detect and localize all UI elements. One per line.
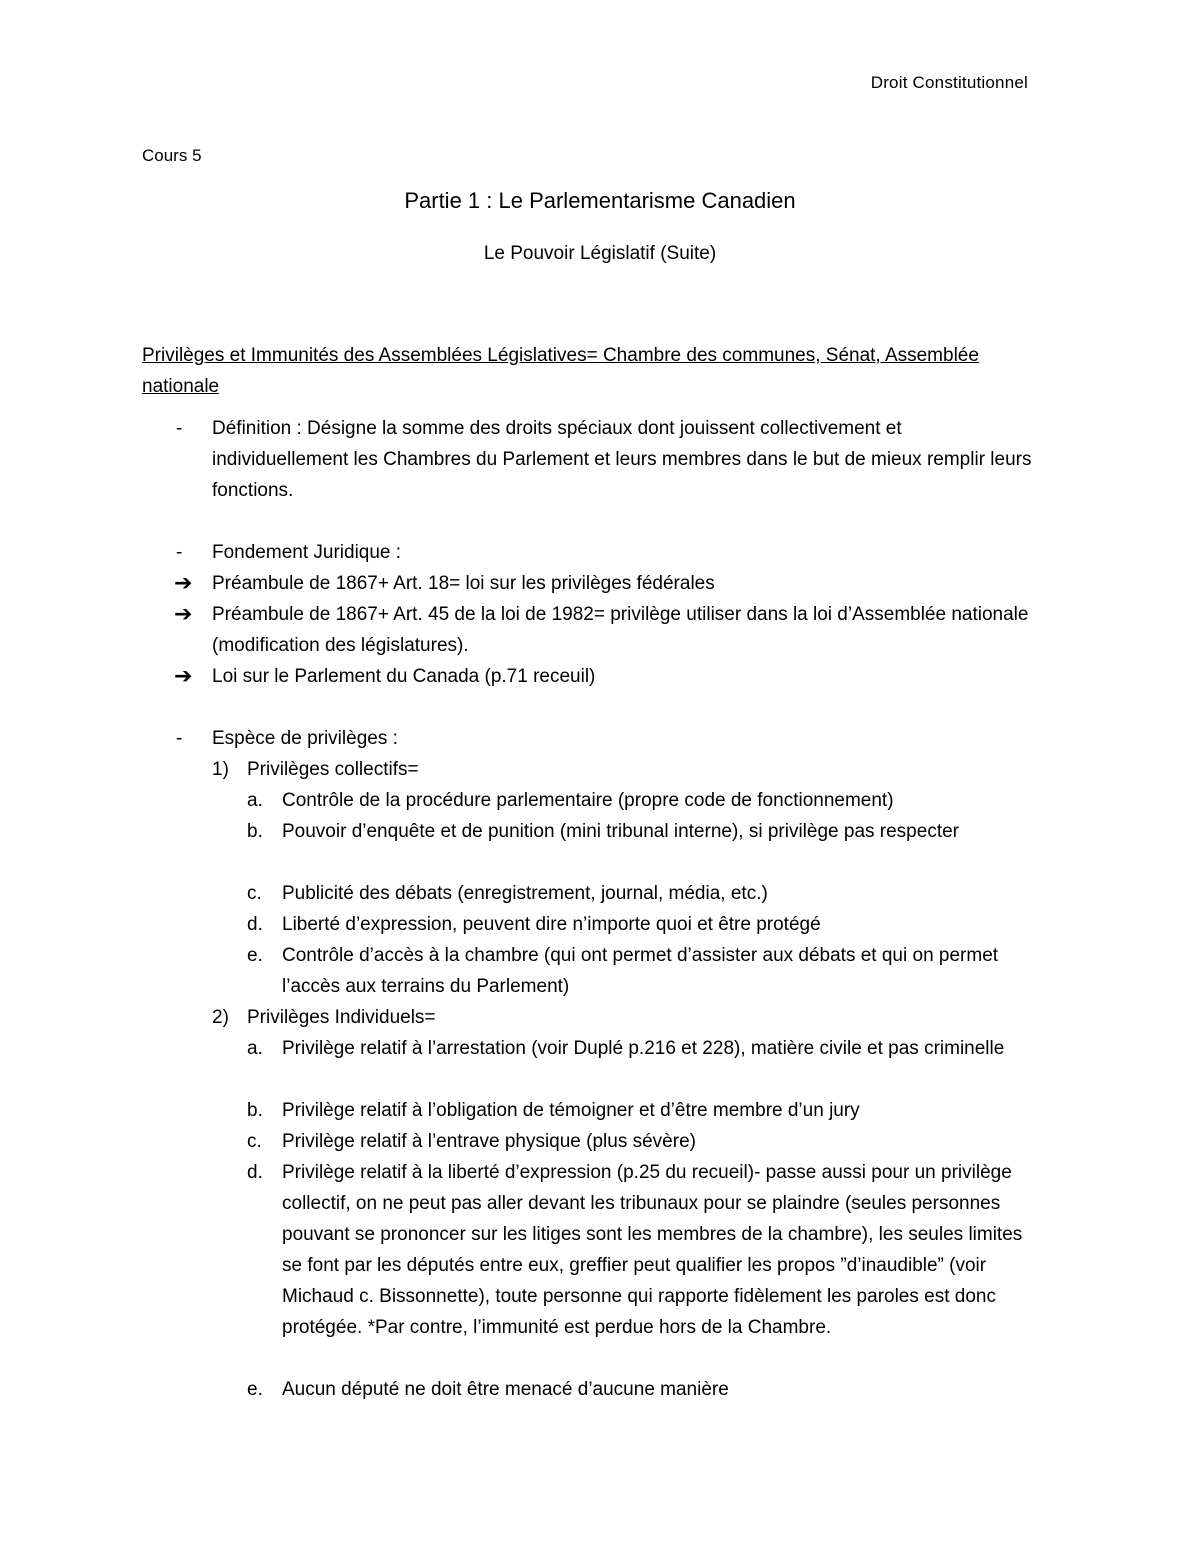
right-arrow-icon: ➔ <box>174 663 193 688</box>
definition-text: Définition : Désigne la somme des droits spéciaux dont jouissent collectivement et individuellement les Chambres du Parlement et leurs membres dans le but de mieux remplir leurs fonctions. <box>212 418 1032 501</box>
group-number: 1) <box>212 759 229 780</box>
item-text: Pouvoir d’enquête et de punition (mini tribunal interne), si privilège pas respecter <box>282 821 959 842</box>
item-letter: e. <box>247 945 263 966</box>
dash-bullet: - <box>176 542 183 563</box>
item-text: Publicité des débats (enregistrement, journal, média, etc.) <box>282 883 768 904</box>
item-letter: d. <box>247 1162 263 1183</box>
item-text: Aucun député ne doit être menacé d’aucune manière <box>282 1379 729 1400</box>
fondement-item-text: Loi sur le Parlement du Canada (p.71 receuil) <box>212 666 596 687</box>
item-text: Liberté d’expression, peuvent dire n’importe quoi et être protégé <box>282 914 821 935</box>
section-heading: Privilèges et Immunités des Assemblées Législatives= Chambre des communes, Sénat, Assemblée nationale <box>142 345 979 397</box>
item-letter: b. <box>247 821 263 842</box>
item-letter: d. <box>247 914 263 935</box>
group-number: 2) <box>212 1007 229 1028</box>
page-title: Partie 1 : Le Parlementarisme Canadien <box>404 188 796 213</box>
running-header: Droit Constitutionnel <box>870 73 1028 92</box>
right-arrow-icon: ➔ <box>174 601 193 626</box>
right-arrow-icon: ➔ <box>174 570 193 595</box>
item-letter: a. <box>247 1038 263 1059</box>
item-text: Privilège relatif à l’arrestation (voir Duplé p.216 et 228), matière civile et pas criminelle <box>282 1038 1005 1059</box>
especes-label: Espèce de privilèges : <box>212 728 398 749</box>
group-label: Privilèges collectifs= <box>247 759 419 780</box>
item-letter: b. <box>247 1100 263 1121</box>
item-text: Contrôle de la procédure parlementaire (propre code de fonctionnement) <box>282 790 894 811</box>
course-label: Cours 5 <box>142 146 202 165</box>
fondement-label: Fondement Juridique : <box>212 542 402 563</box>
item-text: Contrôle d’accès à la chambre (qui ont permet d’assister aux débats et qui on permet l’accès aux terrains du Parlement) <box>282 945 999 997</box>
item-letter: c. <box>247 883 262 904</box>
group-label: Privilèges Individuels= <box>247 1007 436 1028</box>
dash-bullet: - <box>176 418 183 439</box>
fondement-item-text: Préambule de 1867+ Art. 45 de la loi de 1982= privilège utiliser dans la loi d’Assemblée nationale (modification des législatures). <box>212 604 1029 656</box>
item-letter: a. <box>247 790 263 811</box>
item-letter: e. <box>247 1379 263 1400</box>
item-text: Privilège relatif à l’entrave physique (plus sévère) <box>282 1131 696 1152</box>
item-letter: c. <box>247 1131 262 1152</box>
dash-bullet: - <box>176 728 183 749</box>
item-text: Privilège relatif à la liberté d’expression (p.25 du recueil)- passe aussi pour un privilège collectif, on ne peut pas aller devant les tribunaux pour se plaindre (seules personnes pouvant se prononcer sur les litiges sont les membres de la chambre), les seules limites se font par les députés entre eux, greffier peut qualifier les propos ”d’inaudible” (voir Michaud c. Bissonnette), toute personne qui rapporte fidèlement les paroles est donc protégée. *Par contre, l’immunité est perdue hors de la Chambre. <box>282 1162 1023 1338</box>
item-text: Privilège relatif à l’obligation de témoigner et d’être membre d’un jury <box>282 1100 860 1121</box>
fondement-item-text: Préambule de 1867+ Art. 18= loi sur les privilèges fédérales <box>212 573 715 594</box>
page-subtitle: Le Pouvoir Législatif (Suite) <box>483 243 717 264</box>
